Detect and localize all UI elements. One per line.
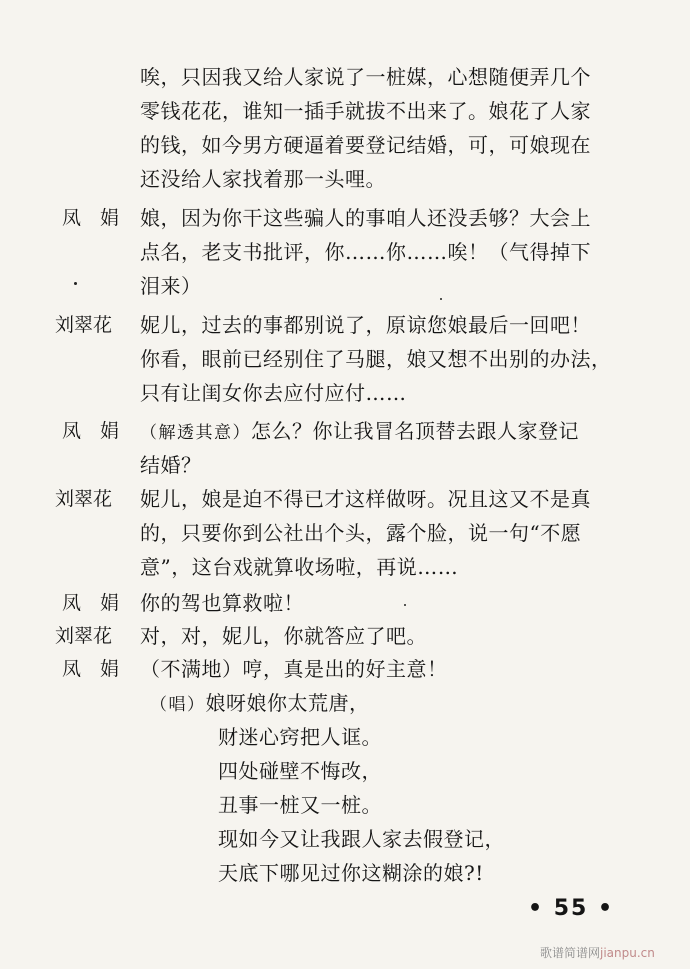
- speaker-name: 凤 娟: [62, 658, 120, 680]
- dialogue-line: 点名，老支书批评，你……你……唉！（气得掉下: [140, 240, 591, 264]
- dialogue-line: 只有让闺女你去应付应付……: [140, 381, 407, 405]
- continuation-line: 的钱，如今男方硬逼着要登记结婚，可，可娘现在: [140, 133, 591, 157]
- page-number: • 55 •: [528, 896, 615, 921]
- dialogue-line: 你看，眼前已经别住了马腿，娘又想不出别的办法，: [140, 347, 612, 371]
- print-speck: [404, 604, 406, 606]
- speaker-name: 刘翠花: [55, 625, 113, 647]
- stage-direction: （解透其意）: [140, 423, 251, 443]
- watermark: [540, 944, 655, 961]
- watermark-site: jianpu.cn: [600, 946, 655, 960]
- speaker-name: 刘翠花: [55, 488, 113, 510]
- song-line: 现如今又让我跟人家去假登记，: [218, 827, 505, 851]
- dialogue-line: [140, 418, 579, 446]
- speaker-name: 凤 娟: [62, 420, 120, 442]
- song-text: 娘呀娘你太荒唐，: [205, 691, 370, 715]
- dialogue-line: 对，对，妮儿，你就答应了吧。: [140, 624, 427, 648]
- continuation-line: 零钱花花，谁知一插手就拔不出来了。娘花了人家: [140, 99, 591, 123]
- dialogue-line: 意”，这台戏就算收场啦，再说……: [140, 555, 459, 579]
- speaker-name: 凤 娟: [62, 207, 120, 229]
- speaker-name: 刘翠花: [55, 314, 113, 336]
- dialogue-line: 妮儿，过去的事都别说了，原谅您娘最后一回吧！: [140, 313, 591, 337]
- dialogue-line: （不满地）哼，真是出的好主意！: [140, 657, 448, 681]
- dialogue-text: 怎么？你让我冒名顶替去跟人家登记: [251, 419, 579, 443]
- song-line: [150, 690, 370, 718]
- song-line: 天底下哪见过你这糊涂的娘?!: [218, 861, 484, 885]
- print-speck: [74, 282, 77, 285]
- song-line: 财迷心窍把人诓。: [218, 725, 382, 749]
- watermark-text: 歌谱简谱网: [540, 946, 601, 960]
- dialogue-line: 结婚？: [140, 453, 202, 477]
- dialogue-line: 妮儿，娘是迫不得已才这样做呀。况且这又不是真: [140, 487, 591, 511]
- song-line: 四处碰壁不悔改，: [218, 759, 382, 783]
- continuation-line: 唉，只因我又给人家说了一桩媒，心想随便弄几个: [140, 65, 591, 89]
- speaker-name: 凤 娟: [62, 592, 120, 614]
- song-line: 丑事一桩又一桩。: [218, 793, 382, 817]
- dialogue-line: 的，只要你到公社出个头，露个脸，说一句“不愿: [140, 521, 582, 545]
- dialogue-line: 你的驾也算救啦！: [140, 591, 304, 615]
- print-speck: [440, 298, 442, 300]
- dialogue-line: 泪来）: [140, 274, 202, 298]
- sing-cue: （唱）: [150, 695, 206, 715]
- continuation-line: 还没给人家找着那一头哩。: [140, 167, 386, 191]
- dialogue-line: 娘，因为你干这些骗人的事咱人还没丢够？大会上: [140, 206, 591, 230]
